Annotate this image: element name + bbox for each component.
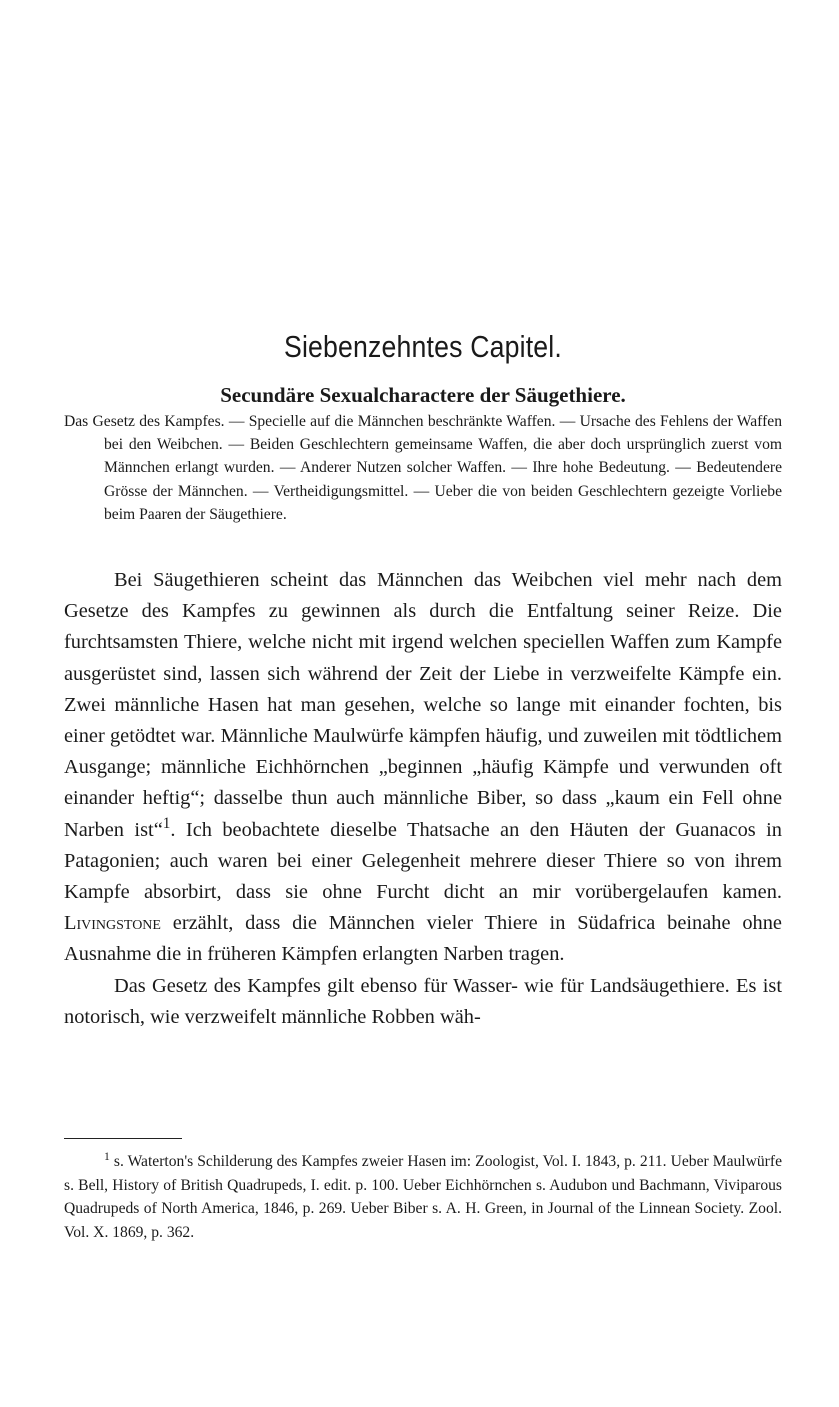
footnote [64, 1150, 782, 1244]
paragraph-1-part-c: erzählt, dass die Männchen vieler Thiere in Südafrica beinahe ohne Ausnahme die in früheren Kämpfen erlangten Narben tragen. [64, 912, 782, 966]
chapter-title: Siebenzehntes Capitel. [284, 328, 562, 364]
chapter-synopsis: Das Gesetz des Kampfes. — Specielle auf die Männchen beschränkte Waffen. — Ursache des Fehlens der Waffen bei den Weibchen. — Beiden Geschlechtern gemeinsame Waffen, die aber doch ursprünglich zuerst vom Männchen erlangt wurden. — Anderer Nutzen solcher Waffen. — Ihre hohe Bedeutung. — Bedeutendere Grösse der Männchen. — Vertheidigungsmittel. — Ueber die von beiden Geschlechtern gezeigte Vorliebe beim Paaren der Säugethiere. [64, 413, 782, 523]
footnote-mark: 1 [104, 1149, 110, 1163]
paragraph-2: Das Gesetz des Kampfes gilt ebenso für Wasser- wie für Landsäugethiere. Es ist notorisch, wie verzweifelt männliche Robben wäh- [64, 974, 782, 1028]
footnote-reference: 1 [162, 814, 171, 832]
body-text [64, 565, 782, 1033]
book-page [64, 0, 782, 1407]
paragraph-1-part-a: Bei Säugethieren scheint das Männchen das Weibchen viel mehr nach dem Gesetze des Kampfes zu gewinnen als durch die Entfaltung seiner Reize. Die furchtsamsten Thiere, welche nicht mit irgend welchen speciellen Waffen zum Kampfe ausgerüstet sind, lassen sich während der Zeit der Liebe in verzweifelte Kämpfe ein. Zwei männliche Hasen hat man gesehen, welche so lange mit einander fochten, bis einer getödtet war. Männliche Maulwürfe kämpfen häufig, und zuweilen mit tödtlichem Ausgange; männliche Eichhörnchen „beginnen „häufig Kämpfe und verwunden oft einander heftig“; dasselbe thun auch männliche Biber, so dass „kaum ein Fell ohne Narben ist“ [64, 569, 782, 841]
paragraph-1-part-b: . Ich beobachtete dieselbe Thatsache an den Häuten der Guanacos in Patagonien; auch waren bei einer Gelegenheit mehrere dieser Thiere so von ihrem Kampfe absorbirt, dass sie ohne Furcht dicht an mir vorübergelaufen kamen. [64, 818, 782, 904]
author-name-livingstone: Livingstone [64, 912, 161, 935]
footnote-text: s. Waterton's Schilderung des Kampfes zweier Hasen im: Zoologist, Vol. I. 1843, p. 211. Ueber Maulwürfe s. Bell, History of British Quadrupeds, I. edit. p. 100. Ueber Eichhörnchen s. Audubon und Bachmann, Viviparous Quadrupeds of North America, 1846, p. 269. Ueber Biber s. A. H. Green, in Journal of the Linnean Society. Zool. Vol. X. 1869, p. 362. [64, 1153, 782, 1241]
footnote-divider [64, 1138, 182, 1139]
paragraph-1 [64, 565, 782, 971]
chapter-subtitle: Secundäre Sexualcharactere der Säugethiere. [220, 383, 626, 408]
